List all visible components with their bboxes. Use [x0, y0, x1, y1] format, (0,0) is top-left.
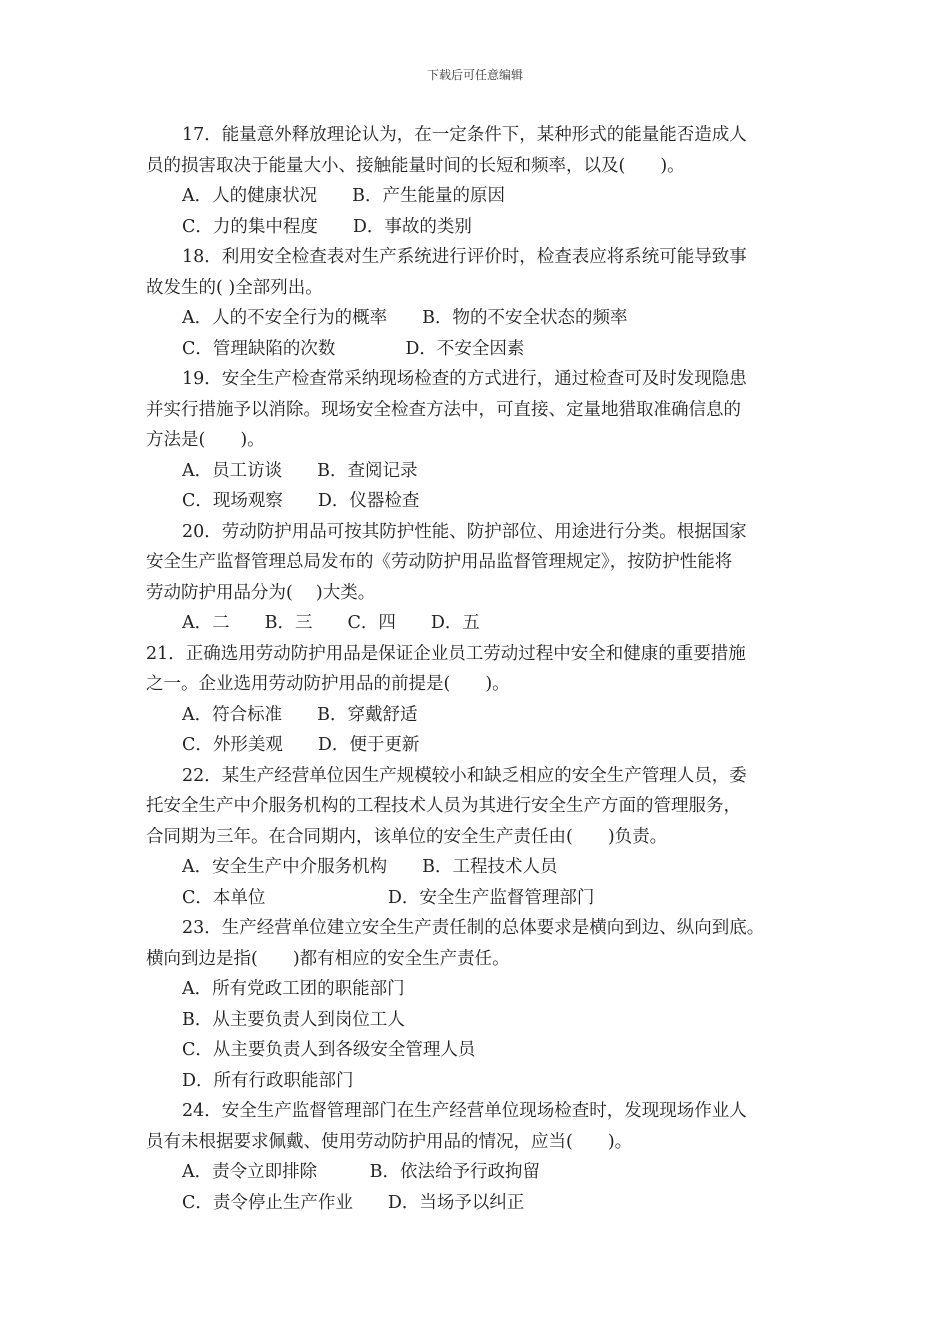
question-text-line: 24．安全生产监督管理部门在生产经营单位现场检查时，发现现场作业人 — [182, 1101, 747, 1121]
question-text-line: 劳动防护用品分为( )大类。 — [146, 582, 376, 603]
question-text-line: 安全生产监督管理总局发布的《劳动防护用品监督管理规定》，按防护性能将 — [146, 552, 733, 572]
question-text-line: 18．利用安全检查表对生产系统进行评价时，检查表应将系统可能导致事 — [182, 247, 747, 267]
answer-options-line: A．安全生产中介服务机构 B．工程技术人员 — [182, 857, 558, 877]
question-text-line: 19．安全生产检查常采纳现场检查的方式进行，通过检查可及时发现隐患 — [182, 369, 747, 389]
document-body — [146, 120, 826, 1218]
question-text-line: 之一。企业选用劳动防护用品的前提是( )。 — [146, 674, 510, 694]
question-text-line: 21．正确选用劳动防护用品是保证企业员工劳动过程中安全和健康的重要措施 — [146, 643, 746, 664]
question-text-line: 20．劳动防护用品可按其防护性能、防护部位、用途进行分类。根据国家 — [182, 521, 747, 542]
answer-options-line: A．员工访谈 B．查阅记录 — [182, 460, 418, 481]
question-text-line: 17．能量意外释放理论认为，在一定条件下，某种形式的能量能否造成人 — [182, 125, 747, 145]
answer-options-line: C．力的集中程度 D．事故的类别 — [182, 216, 472, 237]
answer-options-line: A．人的不安全行为的概率 B．物的不安全状态的频率 — [182, 308, 628, 328]
question-text-line: 合同期为三年。在合同期内，该单位的安全生产责任由( )负责。 — [146, 826, 668, 847]
answer-options-line: A．二 B．三 C．四 D．五 — [182, 613, 480, 633]
question-text-line: 并实行措施予以消除。现场安全检查方法中，可直接、定量地猎取准确信息的 — [146, 399, 741, 420]
page-header: 下载后可任意编辑 — [426, 68, 523, 82]
answer-options-line: C．现场观察 D．仪器检查 — [182, 491, 420, 511]
answer-options-line: A．符合标准 B．穿戴舒适 — [182, 704, 418, 725]
answer-options-line: C．本单位 D．安全生产监督管理部门 — [182, 887, 595, 908]
question-text-line: 员有未根据要求佩戴、使用劳动防护用品的情况，应当( )。 — [146, 1131, 633, 1152]
question-text-line: 方法是( )。 — [146, 430, 265, 450]
question-text-line: 故发生的( )全部列出。 — [146, 277, 323, 298]
question-text-line: 23．生产经营单位建立安全生产责任制的总体要求是横向到边、纵向到底。 — [182, 918, 765, 938]
answer-options-line: B．从主要负责人到岗位工人 — [182, 1009, 405, 1030]
question-text-line: 员的损害取决于能量大小、接触能量时间的长短和频率，以及( )。 — [146, 155, 685, 176]
answer-options-line: C．外形美观 D．便于更新 — [182, 735, 420, 755]
answer-options-line: C．从主要负责人到各级安全管理人员 — [182, 1040, 476, 1060]
answer-options-line: A．责令立即排除 B．依法给予行政拘留 — [182, 1162, 540, 1182]
question-text-line: 22．某生产经营单位因生产规模较小和缺乏相应的安全生产管理人员，委 — [182, 765, 747, 786]
question-text-line: 横向到边是指( )都有相应的安全生产责任。 — [146, 948, 510, 969]
answer-options-line: D．所有行政职能部门 — [182, 1070, 354, 1091]
answer-options-line: C．责令停止生产作业 D．当场予以纠正 — [182, 1192, 525, 1213]
question-text-line: 托安全生产中介服务机构的工程技术人员为其进行安全生产方面的管理服务， — [146, 796, 741, 816]
answer-options-line: C．管理缺陷的次数 D．不安全因素 — [182, 338, 525, 359]
answer-options-line: A．所有党政工团的职能部门 — [182, 979, 405, 999]
answer-options-line: A．人的健康状况 B．产生能量的原因 — [182, 186, 505, 206]
